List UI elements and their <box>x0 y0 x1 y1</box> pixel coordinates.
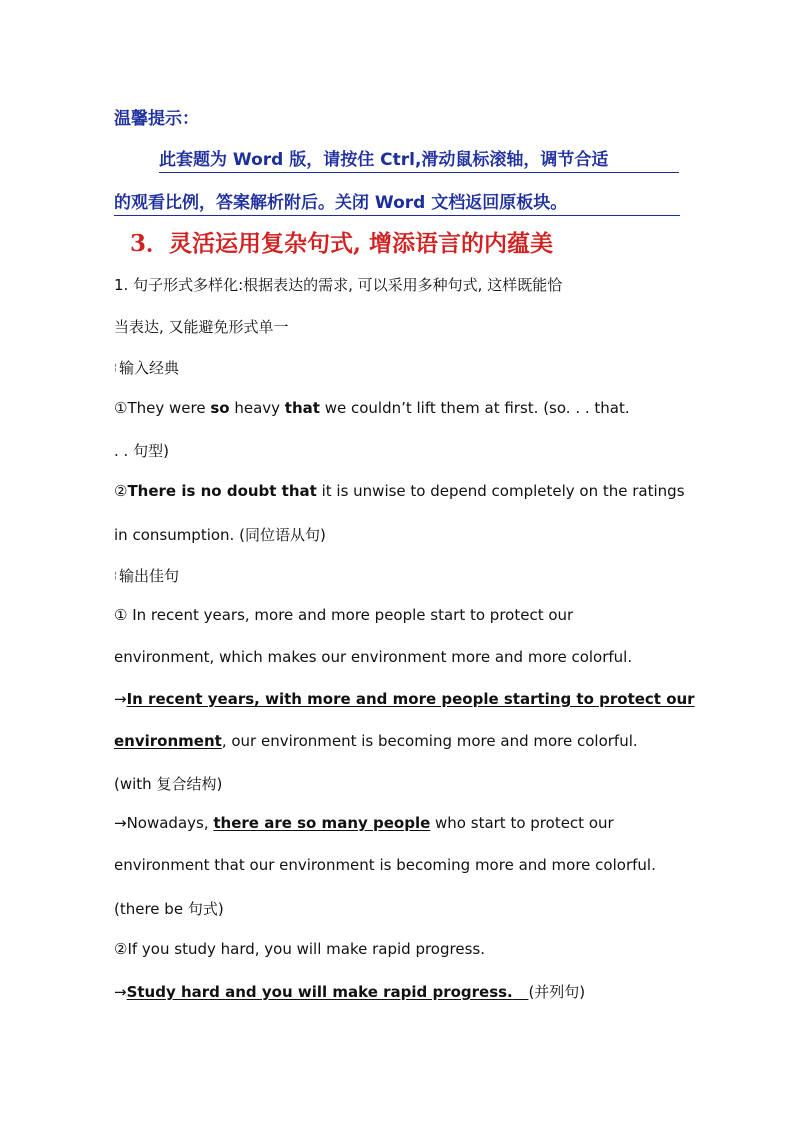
rewrite-underlined <box>127 983 529 1001</box>
input-example-1 <box>114 399 684 417</box>
rewrite-text: →Nowadays, <box>114 814 214 832</box>
blank-gap <box>513 983 529 1001</box>
input-label-text: 输入经典 <box>119 359 180 377</box>
tip-heading: 温馨提示： <box>114 109 199 129</box>
input-example-2-line-2: in consumption. (同位语从句) <box>114 526 326 544</box>
example-text: They were <box>127 399 211 417</box>
rewrite-bold: Study hard and you will make rapid progress. <box>126 983 513 1001</box>
section-number: 3． <box>130 230 170 257</box>
output-sentence-1-line-2: environment, which makes our environment more and more colorful. <box>114 648 633 666</box>
tip-line-2: 的观看比例，答案解析附后。关闭 Word 文档返回原板块。 <box>114 188 680 216</box>
example-number: ② <box>114 940 128 958</box>
example-text: it is unwise to depend completely on the ratings <box>316 482 685 500</box>
example-number: ② <box>114 482 128 500</box>
keyword-bold: There is no doubt that <box>127 482 317 500</box>
paragraph-mark-icon: ¦ <box>114 363 118 373</box>
example-text: heavy <box>229 399 285 417</box>
rewrite-2-line-2: environment that our environment is becoming more and more colorful. <box>114 856 656 874</box>
rewrite-1-note: (with 复合结构) <box>114 775 223 793</box>
rewrite-note: (并列句) <box>528 983 586 1001</box>
rewrite-2 <box>114 814 684 832</box>
example-number: ① <box>114 399 128 417</box>
rewrite-2-note: (there be 句式) <box>114 900 224 918</box>
input-label <box>114 357 684 378</box>
arrow-icon: → <box>114 690 127 708</box>
tip-line-1: 此套题为 Word 版，请按住 Ctrl,滑动鼠标滚轴，调节合适 <box>159 145 679 173</box>
point-1-line-1: 1. 句子形式多样化:根据表达的需求, 可以采用多种句式, 这样既能恰 <box>114 276 563 294</box>
output-label <box>114 565 684 586</box>
input-example-2 <box>114 482 684 500</box>
rewrite-1 <box>114 690 695 708</box>
arrow-icon: → <box>114 983 127 1001</box>
rewrite-text: who start to protect our <box>430 814 614 832</box>
rewrite-1-line-2 <box>114 732 684 750</box>
section-title: 灵活运用复杂句式, 增添语言的内蕴美 <box>169 230 554 257</box>
output-sentence-2 <box>114 940 684 958</box>
keyword-bold: so <box>210 399 230 417</box>
section-heading <box>130 225 700 258</box>
rewrite-text: , our environment is becoming more and more colorful. <box>221 732 638 750</box>
point-1-line-2: 当表达, 又能避免形式单一 <box>114 318 289 336</box>
keyword-bold: that <box>284 399 320 417</box>
paragraph-mark-icon: ¦ <box>114 571 118 581</box>
rewrite-underlined: In recent years, with more and more people starting to protect our <box>126 690 695 708</box>
rewrite-3 <box>114 981 684 1002</box>
example-text: In recent years, more and more people start to protect our <box>127 606 574 624</box>
example-text: we couldn’t lift them at first. (so. . . that. <box>319 399 630 417</box>
output-label-text: 输出佳句 <box>119 567 180 585</box>
example-number: ① <box>114 606 128 624</box>
rewrite-underlined: environment <box>114 732 222 750</box>
input-example-1-line-2: . . 句型) <box>114 442 169 460</box>
example-text: If you study hard, you will make rapid progress. <box>127 940 485 958</box>
output-sentence-1 <box>114 606 684 624</box>
rewrite-underlined: there are so many people <box>213 814 431 832</box>
